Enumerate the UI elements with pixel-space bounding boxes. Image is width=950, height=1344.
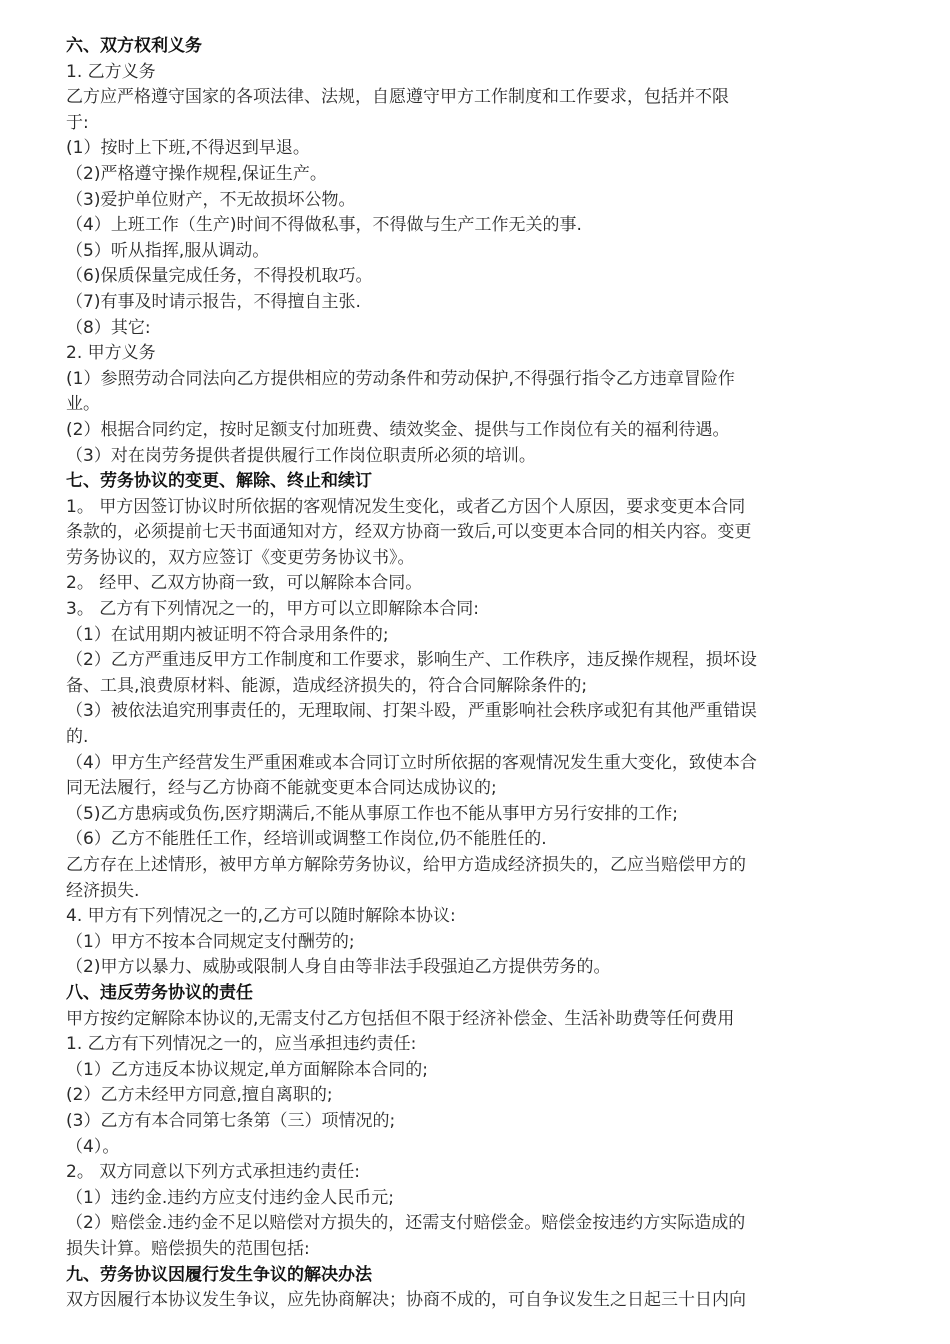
text-line: （2）赔偿金.违约金不足以赔偿对方损失的，还需支付赔偿金。赔偿金按违约方实际造成的: [66, 1213, 746, 1234]
text-line: 2. 甲方义务: [66, 343, 156, 364]
text-line: 1. 乙方有下列情况之一的，应当承担违约责任:: [66, 1034, 417, 1055]
text-line: 4. 甲方有下列情况之一的,乙方可以随时解除本协议:: [66, 906, 456, 927]
text-line: （1）违约金.违约方应支付违约金人民币元;: [66, 1187, 394, 1208]
text-line: 1. 乙方义务: [66, 61, 156, 82]
text-line: 甲方按约定解除本协议的,无需支付乙方包括但不限于经济补偿金、生活补助费等任何费用: [66, 1008, 735, 1029]
text-line: （5)乙方患病或负伤,医疗期满后,不能从事原工作也不能从事甲方另行安排的工作;: [66, 803, 678, 824]
document-page: [66, 34, 866, 1314]
text-line: 2。 双方同意以下列方式承担违约责任:: [66, 1162, 360, 1183]
text-line: （2)严格遵守操作规程,保证生产。: [66, 163, 327, 184]
section-heading: 六、双方权利义务: [66, 36, 202, 56]
text-line: 备、工具,浪费原材料、能源，造成经济损失的，符合合同解除条件的;: [66, 675, 588, 696]
text-line: （6)保质保量完成任务，不得投机取巧。: [66, 266, 373, 287]
text-line: 损失计算。赔偿损失的范围包括:: [66, 1238, 310, 1259]
text-line: 的.: [66, 727, 89, 748]
text-line: （2)甲方以暴力、威胁或限制人身自由等非法手段强迫乙方提供劳务的。: [66, 957, 611, 978]
text-line: （3)爱护单位财产，不无故损坏公物。: [66, 189, 356, 210]
section-heading: 九、劳务协议因履行发生争议的解决办法: [66, 1264, 372, 1285]
text-line: 双方因履行本协议发生争议，应先协商解决；协商不成的，可自争议发生之日起三十日内向: [66, 1290, 746, 1311]
text-line: （1）乙方违反本协议规定,单方面解除本合同的;: [66, 1059, 428, 1080]
text-line: 条款的，必须提前七天书面通知对方，经双方协商一致后,可以变更本合同的相关内容。变更: [66, 522, 752, 543]
text-line: 劳务协议的，双方应签订《变更劳务协议书》。: [66, 547, 415, 568]
text-line: （8）其它:: [66, 317, 151, 338]
text-line: (3）乙方有本合同第七条第（三）项情况的;: [66, 1110, 396, 1131]
text-line: 同无法履行，经与乙方协商不能就变更本合同达成协议的;: [66, 778, 497, 799]
section-heading: 七、劳务协议的变更、解除、终止和续订: [66, 471, 372, 492]
text-line: 业。: [66, 394, 100, 415]
text-line: 3。 乙方有下列情况之一的，甲方可以立即解除本合同:: [66, 599, 479, 620]
text-line: （6）乙方不能胜任工作，经培训或调整工作岗位,仍不能胜任的.: [66, 829, 547, 850]
text-line: 于:: [66, 112, 89, 133]
text-line: （1）在试用期内被证明不符合录用条件的;: [66, 624, 389, 645]
text-line: （3）对在岗劳务提供者提供履行工作岗位职责所必须的培训。: [66, 445, 536, 466]
text-line: 1。 甲方因签订协议时所依据的客观情况发生变化，或者乙方因个人原因，要求变更本合同: [66, 496, 746, 517]
text-line: （4）甲方生产经营发生严重困难或本合同订立时所依据的客观情况发生重大变化，致使本合: [66, 752, 757, 773]
text-line: 乙方应严格遵守国家的各项法律、法规，自愿遵守甲方工作制度和工作要求，包括并不限: [66, 87, 729, 108]
text-line: 经济损失.: [66, 880, 140, 901]
text-line: （1）甲方不按本合同规定支付酬劳的;: [66, 931, 355, 952]
text-line: （4）。: [66, 1136, 120, 1157]
text-line: （4）上班工作（生产)时间不得做私事，不得做与生产工作无关的事.: [66, 215, 582, 236]
text-line: (1）参照劳动合同法向乙方提供相应的劳动条件和劳动保护,不得强行指令乙方违章冒险作: [66, 368, 735, 389]
text-line: （2）乙方严重违反甲方工作制度和工作要求，影响生产、工作秩序，违反操作规程，损坏设: [66, 650, 757, 671]
text-line: （7)有事及时请示报告，不得擅自主张.: [66, 291, 361, 312]
text-line: (2）根据合同约定，按时足额支付加班费、绩效奖金、提供与工作岗位有关的福利待遇。: [66, 419, 730, 440]
section-heading: 八、违反劳务协议的责任: [66, 982, 253, 1003]
text-line: （3）被依法追究刑事责任的，无理取闹、打架斗殴，严重影响社会秩序或犯有其他严重错误: [66, 701, 757, 722]
text-line: 乙方存在上述情形，被甲方单方解除劳务协议，给甲方造成经济损失的，乙应当赔偿甲方的: [66, 855, 746, 875]
text-line: (2）乙方未经甲方同意,擅自离职的;: [66, 1085, 333, 1106]
text-line: 2。 经甲、乙双方协商一致，可以解除本合同。: [66, 573, 423, 594]
text-line: （5）听从指挥,服从调动。: [66, 240, 270, 261]
text-line: (1）按时上下班,不得迟到早退。: [66, 138, 310, 159]
